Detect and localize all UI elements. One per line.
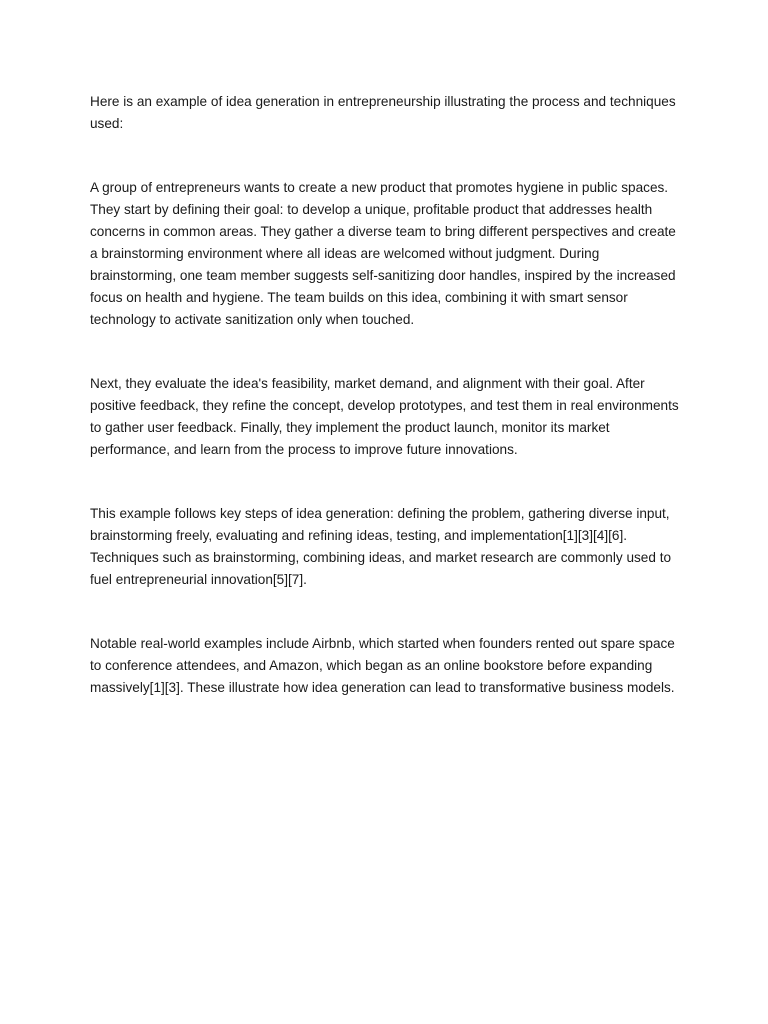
paragraph-spacer (90, 331, 680, 373)
paragraph-spacer (90, 461, 680, 503)
paragraph-key-steps: This example follows key steps of idea generation: defining the problem, gathering diverse input, brainstorming freely, evaluating and refining ideas, testing, and implementation[1][3][4][6]. Techniques such as brainstorming, combining ideas, and market research are commonly used to fuel entrepreneurial innovation[5][7]. (90, 506, 672, 587)
paragraph-spacer (90, 591, 680, 633)
paragraph-intro: Here is an example of idea generation in entrepreneurship illustrating the process and techniques used: (90, 94, 676, 131)
paragraph-spacer (90, 135, 680, 177)
paragraph-evaluation: Next, they evaluate the idea's feasibility, market demand, and alignment with their goal. After positive feedback, they refine the concept, develop prototypes, and test them in real environments to gather user feedback. Finally, they implement the product launch, monitor its market performance, and learn from the process to improve future innovations. (90, 376, 679, 457)
paragraph-real-world-examples: Notable real-world examples include Airbnb, which started when founders rented out spare space to conference attendees, and Amazon, which began as an online bookstore before expanding massively[1][3]. These illustrate how idea generation can lead to transformative business models. (90, 636, 675, 695)
document-body (90, 91, 680, 699)
paragraph-example: A group of entrepreneurs wants to create a new product that promotes hygiene in public spaces. They start by defining their goal: to develop a unique, profitable product that addresses health concerns in common areas. They gather a diverse team to bring different perspectives and create a brainstorming environment where all ideas are welcomed without judgment. During brainstorming, one team member suggests self-sanitizing door handles, inspired by the increased focus on health and hygiene. The team builds on this idea, combining it with smart sensor technology to activate sanitization only when touched. (90, 180, 676, 327)
